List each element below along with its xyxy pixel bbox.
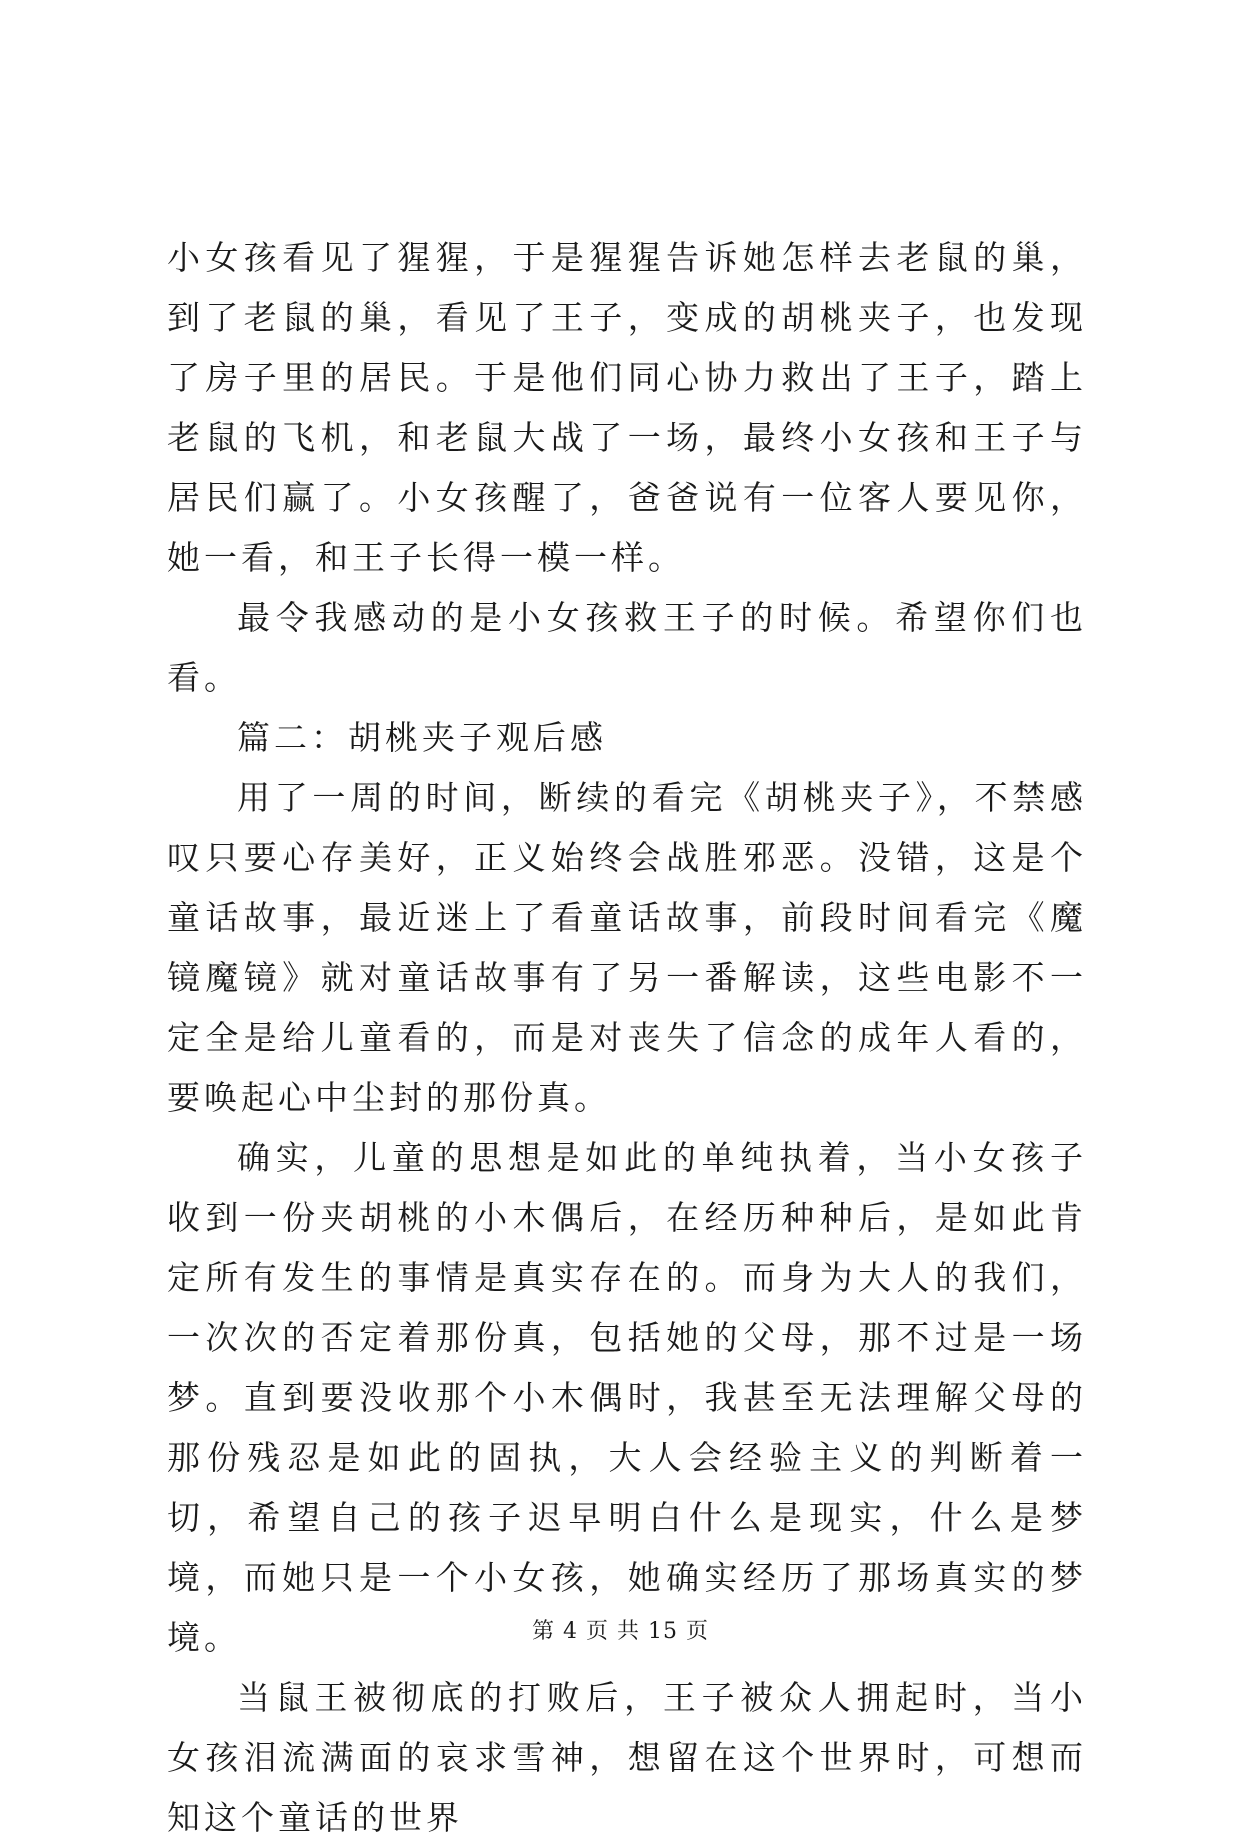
paragraph-5: 当鼠王被彻底的打败后，王子被众人拥起时，当小女孩泪流满面的哀求雪神，想留在这个世界时，可想而知这个童话的世界 (167, 1678, 1087, 1837)
document-body (167, 228, 1087, 1848)
paragraph-1: 小女孩看见了猩猩，于是猩猩告诉她怎样去老鼠的巢，到了老鼠的巢，看见了王子，变成的胡桃夹子，也发现了房子里的居民。于是他们同心协力救出了王子，踏上老鼠的飞机，和老鼠大战了一场，最终小女孩和王子与居民们赢了。小女孩醒了，爸爸说有一位客人要见你，她一看，和王子长得一模一样。 (167, 238, 1087, 577)
page-number-footer: 第 4 页 共 15 页 (532, 1619, 709, 1644)
section-heading: 篇二：胡桃夹子观后感 (237, 718, 607, 757)
paragraph-2: 最令我感动的是小女孩救王子的时候。希望你们也看。 (167, 598, 1087, 697)
paragraph-4: 确实，儿童的思想是如此的单纯执着，当小女孩子收到一份夹胡桃的小木偶后，在经历种种后，是如此肯定所有发生的事情是真实存在的。而身为大人的我们，一次次的否定着那份真，包括她的父母，那不过是一场梦。直到要没收那个小木偶时，我甚至无法理解父母的那份残忍是如此的固执，大人会经验主义的判断着一切，希望自己的孩子迟早明白什么是现实，什么是梦境，而她只是一个小女孩，她确实经历了那场真实的梦境。 (167, 1138, 1087, 1657)
paragraph-3: 用了一周的时间，断续的看完《胡桃夹子》，不禁感叹只要心存美好，正义始终会战胜邪恶。没错，这是个童话故事，最近迷上了看童话故事，前段时间看完《魔镜魔镜》就对童话故事有了另一番解读，这些电影不一定全是给儿童看的，而是对丧失了信念的成年人看的，要唤起心中尘封的那份真。 (167, 778, 1087, 1117)
